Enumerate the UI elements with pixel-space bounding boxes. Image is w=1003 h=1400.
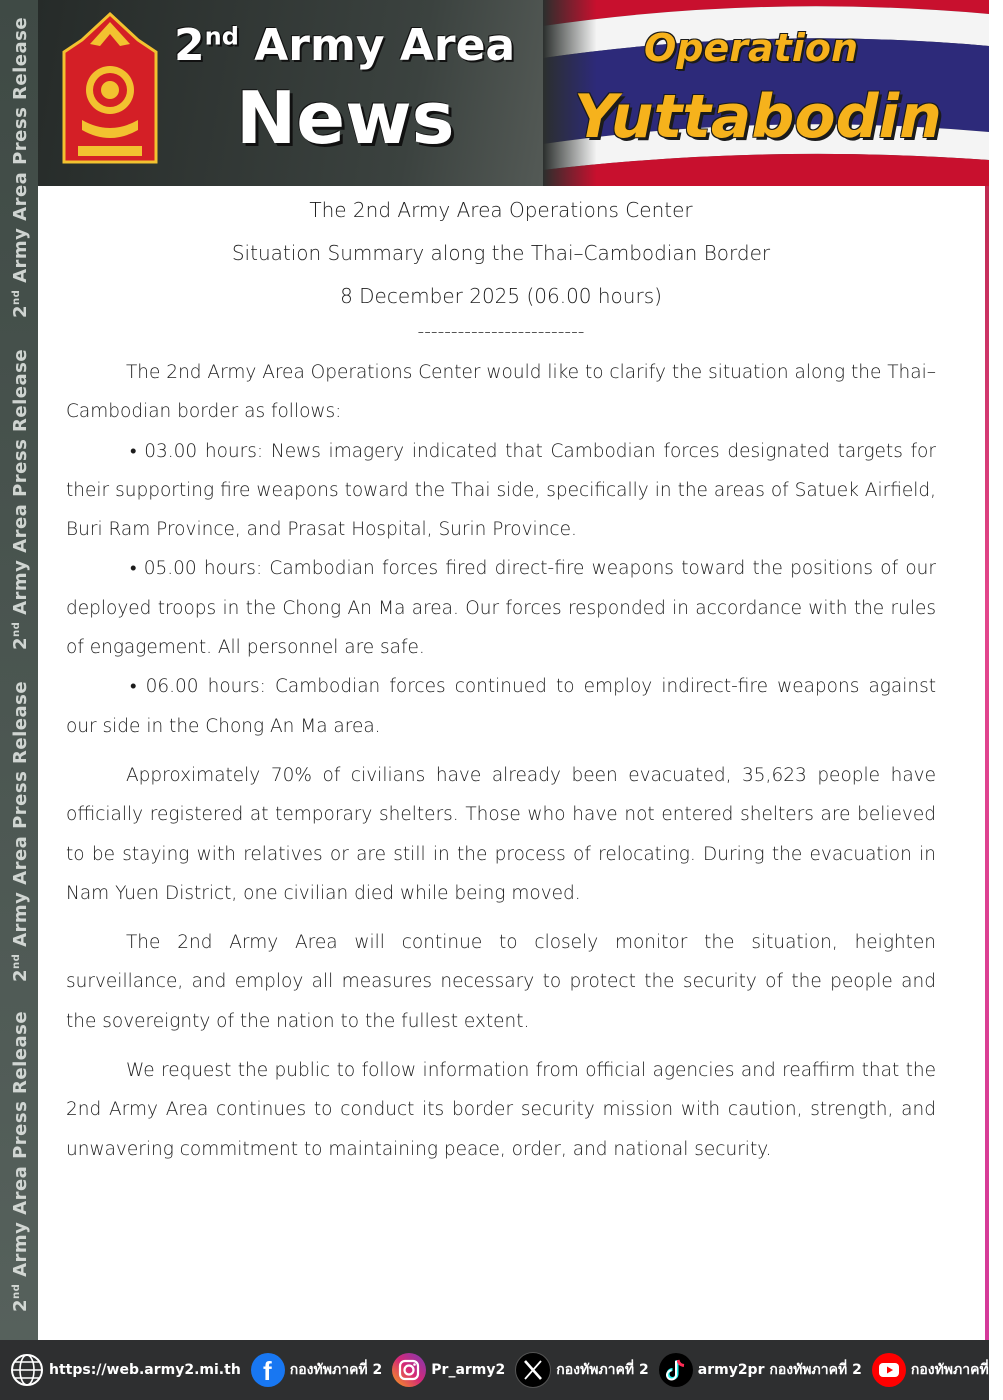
footer-x-link[interactable] xyxy=(515,1352,648,1388)
operation-name: Yuttabodin xyxy=(574,82,942,152)
footer-tiktok-label: army2pr กองทัพภาคที่ 2 xyxy=(697,1362,862,1378)
footer-tiktok-link[interactable] xyxy=(659,1353,862,1387)
bullet-0500-hours: • 05.00 hours: Cambodian forces fired direct-fire weapons toward the positions of our deployed troops in the Chong An Ma area. Our forces responded in accordance with the rules of engagement. All personnel are safe. xyxy=(66,558,936,659)
side-strip-text xyxy=(10,17,31,318)
instagram-icon xyxy=(392,1353,426,1387)
footer-facebook-link[interactable] xyxy=(251,1353,382,1387)
heading-situation-summary: Situation Summary along the Thai–Cambodian Border xyxy=(231,241,771,265)
paragraph-evacuation: Approximately 70% of civilians have already been evacuated, 35,623 people have officially registered at temporary shelters. Those who have not entered shelters are believed to be staying with relatives or are still in the process of relocating. During the evacuation in Nam Yuen District, one civilian died while being moved. xyxy=(66,764,936,904)
side-prefix: 2 xyxy=(10,1298,31,1312)
footer-social-bar xyxy=(0,1340,1003,1400)
side-prefix: 2 xyxy=(10,968,31,982)
footer-x-label: กองทัพภาคที่ 2 xyxy=(556,1362,649,1378)
footer-instagram-link[interactable] xyxy=(392,1353,505,1387)
footer-youtube-label: กองทัพภาคที่ 2 xyxy=(910,1362,1003,1378)
banner-number: 2 xyxy=(174,20,205,71)
heading-divider: ------------------------- xyxy=(417,322,585,343)
side-suffix: nd xyxy=(11,1283,22,1299)
bullet-0300-hours: • 03.00 hours: News imagery indicated that Cambodian forces designated targets for their supporting fire weapons toward the Thai side, specifically in the areas of Satuek Airfield, Buri Ram Province, and Prasat Hospital, Surin Province. xyxy=(66,440,936,541)
footer-facebook-label: กองทัพภาคที่ 2 xyxy=(289,1362,383,1378)
banner-number-suffix: nd xyxy=(204,22,239,51)
facebook-icon xyxy=(251,1353,285,1387)
side-suffix: nd xyxy=(11,289,22,305)
header-banner xyxy=(38,0,989,186)
paragraph-public-request: We request the public to follow information from official agencies and reaffirm that the 2nd Army Area continues to conduct its border security mission with caution, strength, and unwavering commitment to maintaining peace, order, and national security. xyxy=(66,1060,936,1160)
footer-website-link[interactable] xyxy=(10,1353,241,1387)
side-prefix: 2 xyxy=(10,636,31,650)
footer-youtube-link[interactable] xyxy=(872,1353,1003,1387)
side-suffix: nd xyxy=(11,953,22,969)
banner-army-area: Army Area xyxy=(254,20,516,71)
heading-date: 8 December 2025 (06.00 hours) xyxy=(340,284,662,308)
side-strip-label: Army Area Press Release xyxy=(10,348,31,615)
operation-label: Operation xyxy=(644,26,859,70)
footer-instagram-label: Pr_army2 xyxy=(431,1362,506,1378)
tiktok-icon xyxy=(659,1353,693,1387)
side-strip-label: Army Area Press Release xyxy=(10,16,31,283)
army-emblem-logo xyxy=(60,12,160,166)
side-strip-label: Army Area Press Release xyxy=(10,1010,31,1277)
bullet-0600-hours: • 06.00 hours: Cambodian forces continued to employ indirect-fire weapons against our side in the Chong An Ma area. xyxy=(66,676,936,737)
heading-operations-center: The 2nd Army Area Operations Center xyxy=(309,198,693,222)
press-release-body xyxy=(66,192,936,1169)
intro-paragraph: The 2nd Army Area Operations Center would like to clarify the situation along the Thai–Cambodian border as follows: xyxy=(66,362,936,423)
side-press-release-strip xyxy=(0,0,38,1340)
svg-text:f: f xyxy=(262,1356,272,1386)
footer-website-label: https://web.army2.mi.th xyxy=(49,1362,241,1378)
right-edge-stripe xyxy=(985,0,989,1340)
side-strip-text xyxy=(10,681,31,982)
globe-icon xyxy=(10,1353,44,1387)
banner-title-news: News xyxy=(236,76,455,160)
side-prefix: 2 xyxy=(10,304,31,318)
side-strip-label: Army Area Press Release xyxy=(10,680,31,947)
youtube-icon xyxy=(872,1353,906,1387)
paragraph-monitoring: The 2nd Army Area will continue to closely monitor the situation, heighten surveillance, and employ all measures necessary to protect the security of the people and the sovereignty of the nation to the fullest extent. xyxy=(66,932,936,1032)
side-strip-text xyxy=(10,349,31,650)
banner-title-army-area xyxy=(174,20,515,71)
side-suffix: nd xyxy=(11,621,22,637)
x-icon xyxy=(515,1352,551,1388)
side-strip-text xyxy=(10,1011,31,1312)
